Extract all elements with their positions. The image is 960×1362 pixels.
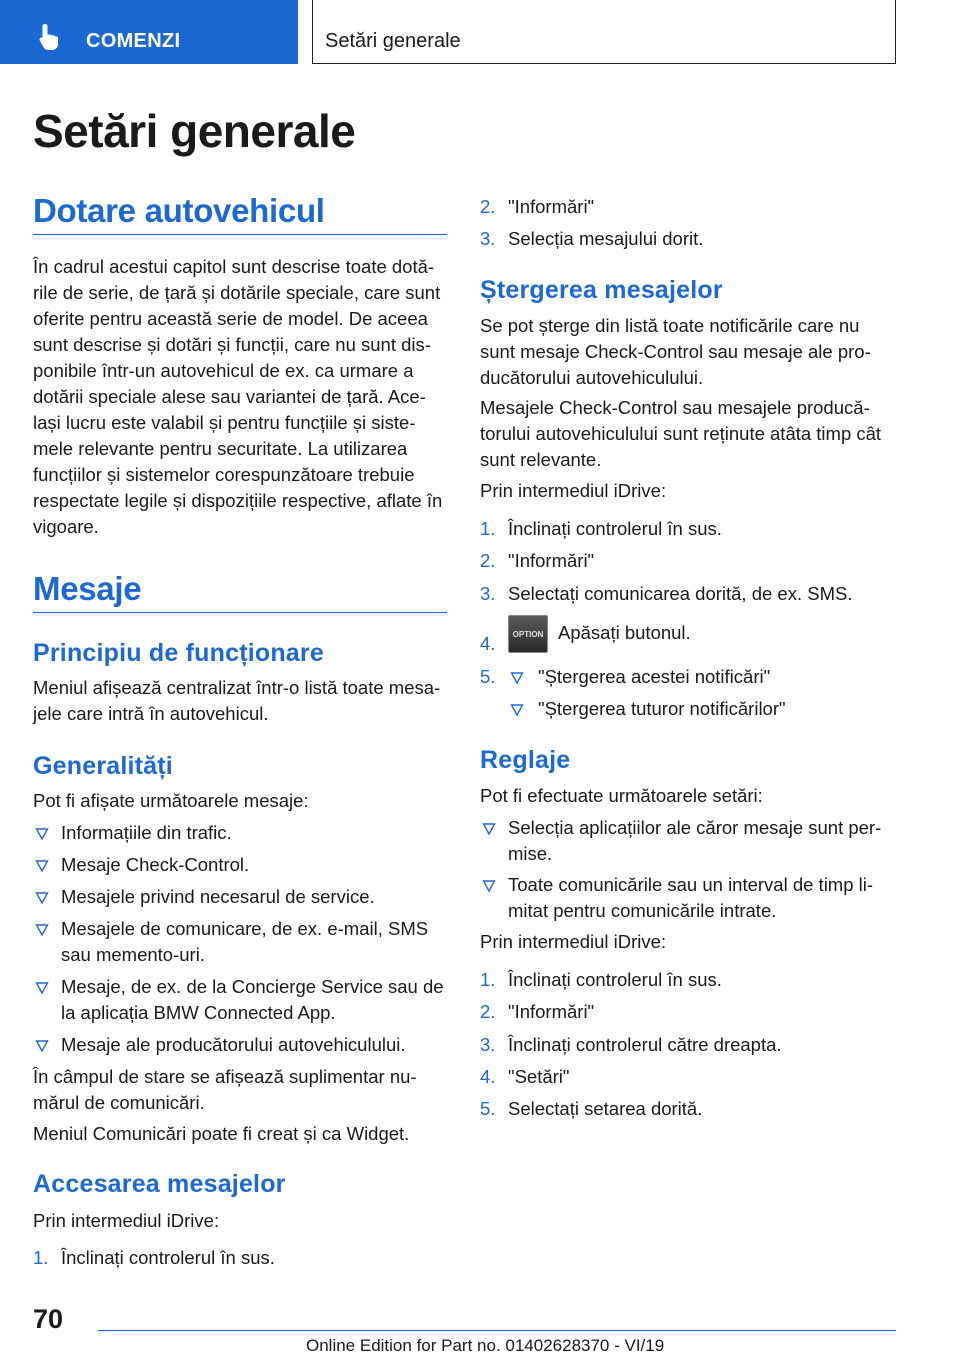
accesare-intro: Prin intermediul iDrive: [33,1210,220,1231]
heading-generalitati: Generalități [33,752,173,780]
footer-rule [98,1330,896,1331]
edition-footer: Online Edition for Part no. 01402628370 - VI/19 [306,1336,665,1355]
principiu-body: Meniul afișează centralizat într-o listă toate mesajele care intră în autovehicul. [33,677,441,724]
step-number: 3. [480,1034,496,1055]
list-item-text: Selecția aplicațiilor ale căror mesaje sunt permise. [508,817,882,864]
list-item-text: Mesaje Check-Control. [61,854,250,875]
step-text: "Ștergerea acestei notificări" [538,666,771,687]
step-number: 1. [33,1247,49,1268]
generalitati-intro: Pot fi afișate următoarele mesaje: [33,790,309,811]
triangle-bullet-icon [35,1039,49,1053]
heading-rule [33,234,447,235]
step-text: Selecția mesajului dorit. [508,228,704,249]
reglaje-intro: Pot fi efectuate următoarele setări: [480,785,763,806]
heading-rule [33,612,447,613]
triangle-bullet-icon [482,822,496,836]
triangle-bullet-icon [482,879,496,893]
step-text: "Informări" [508,550,595,571]
reglaje-idrive: Prin intermediul iDrive: [480,931,667,952]
step-number: 1. [480,969,496,990]
step-text: Înclinați controlerul în sus. [508,969,722,990]
list-item-text: Mesajele privind necesarul de service. [61,886,375,907]
widget-text: Meniul Comunicări poate fi creat și ca Widget. [33,1123,410,1144]
heading-stergere: Ștergerea mesajelor [480,276,723,304]
page-number: 70 [33,1304,64,1334]
list-item-text: Mesaje, de ex. de la Concierge Service sau de la aplicația BMW Connected App. [61,976,444,1023]
step-number: 2. [480,196,496,217]
step-text-label: Apăsați butonul. [558,621,691,643]
stergere-intro: Prin intermediul iDrive: [480,480,667,501]
option-button-icon: OPTION [508,615,548,653]
chapter-tab-label: COMENZI [86,30,181,52]
triangle-bullet-icon [35,859,49,873]
step-number: 1. [480,518,496,539]
page-title: Setări generale [33,105,356,157]
step-text: Selectați comunicarea dorită, de ex. SMS. [508,583,853,604]
heading-accesare: Accesarea mesajelor [33,1170,286,1198]
heading-dotare: Dotare autovehicul [33,192,325,229]
step-number: 4. [480,633,496,654]
stergere-p2: Mesajele Check-Control sau mesajele producătorului autovehiculului sunt reținute atâta timp cât sunt relevante. [480,397,882,470]
step-text: Înclinați controlerul în sus. [508,518,722,539]
step-number: 3. [480,228,496,249]
triangle-bullet-icon [35,923,49,937]
triangle-bullet-icon [510,671,524,685]
list-item-text: Informațiile din trafic. [61,822,232,843]
triangle-bullet-icon [35,981,49,995]
step-text: "Informări" [508,196,595,217]
step-number: 5. [480,666,496,687]
step-text [508,615,896,653]
step-number: 3. [480,583,496,604]
list-item-text: Mesajele de comunicare, de ex. e-mail, SMS sau memento-uri. [61,918,429,965]
heading-mesaje: Mesaje [33,570,142,607]
section-header [312,0,896,64]
triangle-bullet-icon [35,891,49,905]
step-text: "Informări" [508,1001,595,1022]
list-item-text: Toate comunicările sau un interval de timp limitat pentru comunicările intrate. [508,874,874,921]
step-number: 4. [480,1066,496,1087]
dotare-body: În cadrul acestui capitol sunt descrise toate dotările de serie, de țară și dotările speciale, care sunt oferite pentru această serie de model. De aceea sunt descrise și dotări și funcții, care nu sunt disponibile într-un autovehicul de ex. ca urmare a dotării speciale alese sau variantei de țară. Același lucru este valabil și pentru funcțiile și sistemele relevante pentru securitate. La utilizarea funcțiilor și sistemelor corespunzătoare trebuie respectate legile și dispozițiile respective, aflate în vigoare. [33,256,443,537]
triangle-bullet-icon [35,827,49,841]
step-number: 2. [480,550,496,571]
step-text: Înclinați controlerul către dreapta. [508,1034,782,1055]
section-header-label: Setări generale [325,30,461,52]
chapter-tab[interactable] [0,0,298,64]
list-item-text: Mesaje ale producătorului autovehiculului. [61,1034,406,1055]
list-item-text: "Ștergerea tuturor notificărilor" [538,698,786,719]
heading-principiu: Principiu de funcționare [33,639,324,667]
step-text: "Setări" [508,1066,570,1087]
step-number: 5. [480,1098,496,1119]
step-text: Înclinați controlerul în sus. [61,1247,275,1268]
heading-reglaje: Reglaje [480,746,571,774]
step-text: Selectați setarea dorită. [508,1098,703,1119]
stare-text: În câmpul de stare se afișează suplimentar numărul de comunicări. [33,1066,417,1113]
stergere-p1: Se pot șterge din listă toate notificările care nu sunt mesaje Check-Control sau mesaje ale producătorului autovehiculului. [480,315,871,388]
pointing-hand-icon [36,22,66,52]
step-number: 2. [480,1001,496,1022]
triangle-bullet-icon [510,703,524,717]
